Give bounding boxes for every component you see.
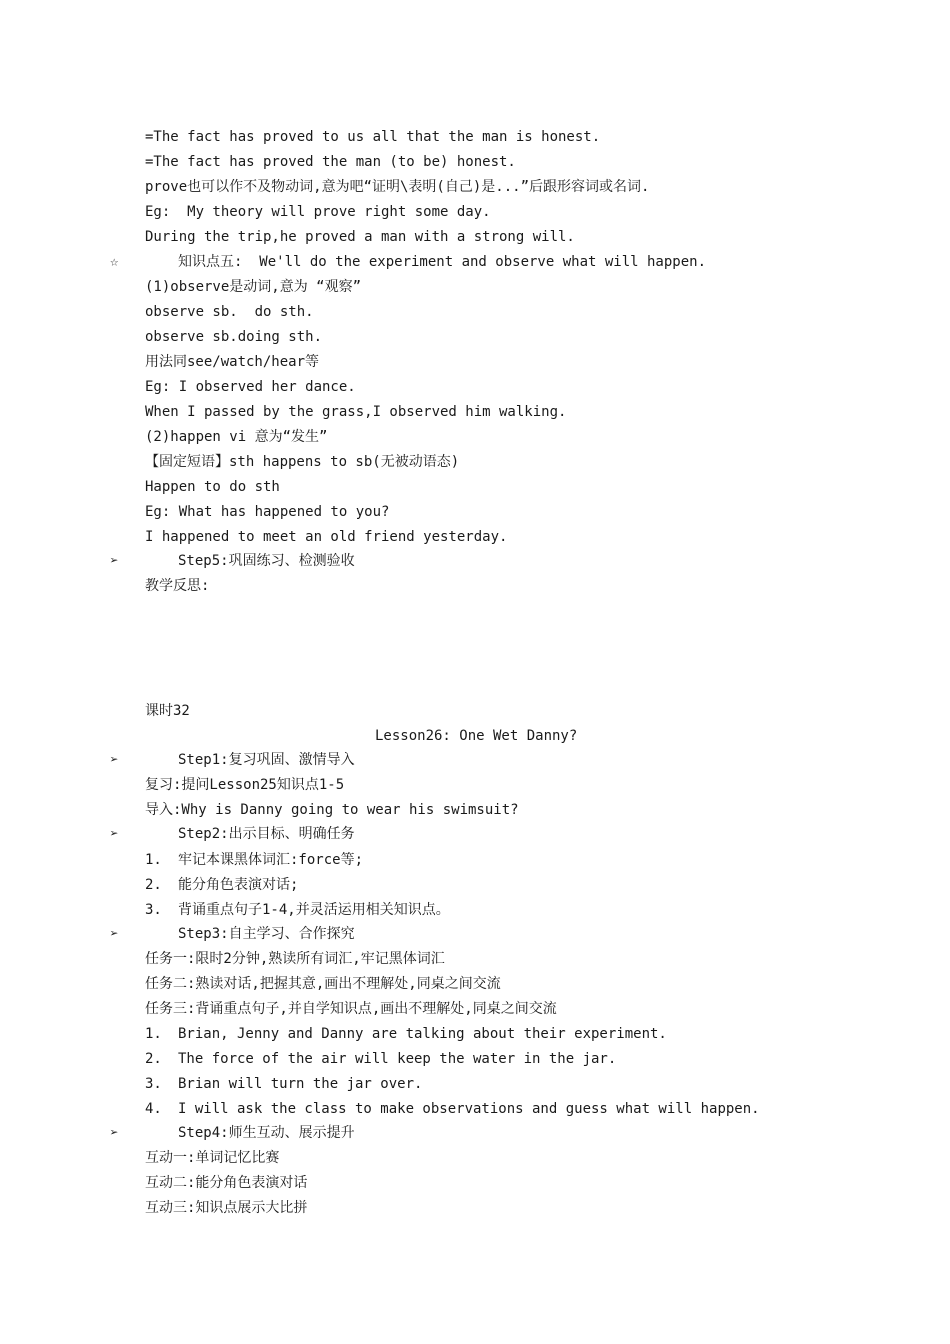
list-number: 1.: [145, 1026, 162, 1042]
lesson-number: 课时32: [145, 703, 190, 719]
text-line: 复习:提问Lesson25知识点1-5: [145, 777, 345, 793]
arrow-bullet-icon: ➢: [110, 926, 119, 942]
list-item: 牢记本课黑体词汇:force等;: [178, 852, 364, 868]
list-number: 2.: [145, 877, 162, 893]
activity-line: 互动二:能分角色表演对话: [145, 1175, 308, 1191]
reflection-label: 教学反思:: [145, 578, 210, 594]
step-heading: Step1:复习巩固、激情导入: [178, 752, 355, 768]
list-number: 1.: [145, 852, 162, 868]
task-line: 任务二:熟读对话,把握其意,画出不理解处,同桌之间交流: [145, 976, 501, 992]
list-number: 4.: [145, 1101, 162, 1117]
example-line: I happened to meet an old friend yesterday.: [145, 529, 508, 545]
step-heading: Step3:自主学习、合作探究: [178, 926, 355, 942]
arrow-bullet-icon: ➢: [110, 826, 119, 842]
example-line: Eg: What has happened to you?: [145, 504, 390, 520]
text-line: 用法同see/watch/hear等: [145, 354, 320, 370]
text-line: =The fact has proved the man (to be) honest.: [145, 154, 516, 170]
list-number: 3.: [145, 1076, 162, 1092]
list-item: 背诵重点句子1-4,并灵活运用相关知识点。: [178, 902, 450, 918]
step-heading: Step2:出示目标、明确任务: [178, 826, 355, 842]
list-item: Brian will turn the jar over.: [178, 1076, 423, 1092]
list-item: I will ask the class to make observations and guess what will happen.: [178, 1101, 760, 1117]
example-line: Eg: My theory will prove right some day.: [145, 204, 491, 220]
text-line: prove也可以作不及物动词,意为吧“证明\表明(自己)是...”后跟形容词或名词.: [145, 179, 650, 195]
text-line: =The fact has proved to us all that the man is honest.: [145, 129, 601, 145]
step-heading: Step5:巩固练习、检测验收: [178, 553, 355, 569]
step-heading: Step4:师生互动、展示提升: [178, 1125, 355, 1141]
list-item: The force of the air will keep the water in the jar.: [178, 1051, 617, 1067]
phrase-line: 【固定短语】sth happens to sb(无被动语态): [145, 454, 460, 470]
text-line: 导入:Why is Danny going to wear his swimsuit?: [145, 802, 519, 818]
text-line: observe sb. do sth.: [145, 304, 314, 320]
arrow-bullet-icon: ➢: [110, 752, 119, 768]
text-line: Happen to do sth: [145, 479, 280, 495]
text-line: (1)observe是动词,意为 “观察”: [145, 279, 362, 295]
arrow-bullet-icon: ➢: [110, 1125, 119, 1141]
example-line: When I passed by the grass,I observed him walking.: [145, 404, 567, 420]
example-line: During the trip,he proved a man with a strong will.: [145, 229, 575, 245]
star-icon: ☆: [110, 254, 119, 270]
list-number: 3.: [145, 902, 162, 918]
example-line: Eg: I observed her dance.: [145, 379, 356, 395]
arrow-bullet-icon: ➢: [110, 553, 119, 569]
text-line: observe sb.doing sth.: [145, 329, 323, 345]
text-line: (2)happen vi 意为“发生”: [145, 429, 328, 445]
list-item: Brian, Jenny and Danny are talking about their experiment.: [178, 1026, 667, 1042]
activity-line: 互动一:单词记忆比赛: [145, 1150, 280, 1166]
task-line: 任务三:背诵重点句子,并自学知识点,画出不理解处,同桌之间交流: [145, 1001, 557, 1017]
knowledge-point-heading: 知识点五: We'll do the experiment and observe what will happen.: [178, 254, 707, 270]
list-number: 2.: [145, 1051, 162, 1067]
activity-line: 互动三:知识点展示大比拼: [145, 1200, 308, 1216]
lesson-title: Lesson26: One Wet Danny?: [375, 728, 578, 744]
task-line: 任务一:限时2分钟,熟读所有词汇,牢记黑体词汇: [145, 951, 445, 967]
list-item: 能分角色表演对话;: [178, 877, 299, 893]
